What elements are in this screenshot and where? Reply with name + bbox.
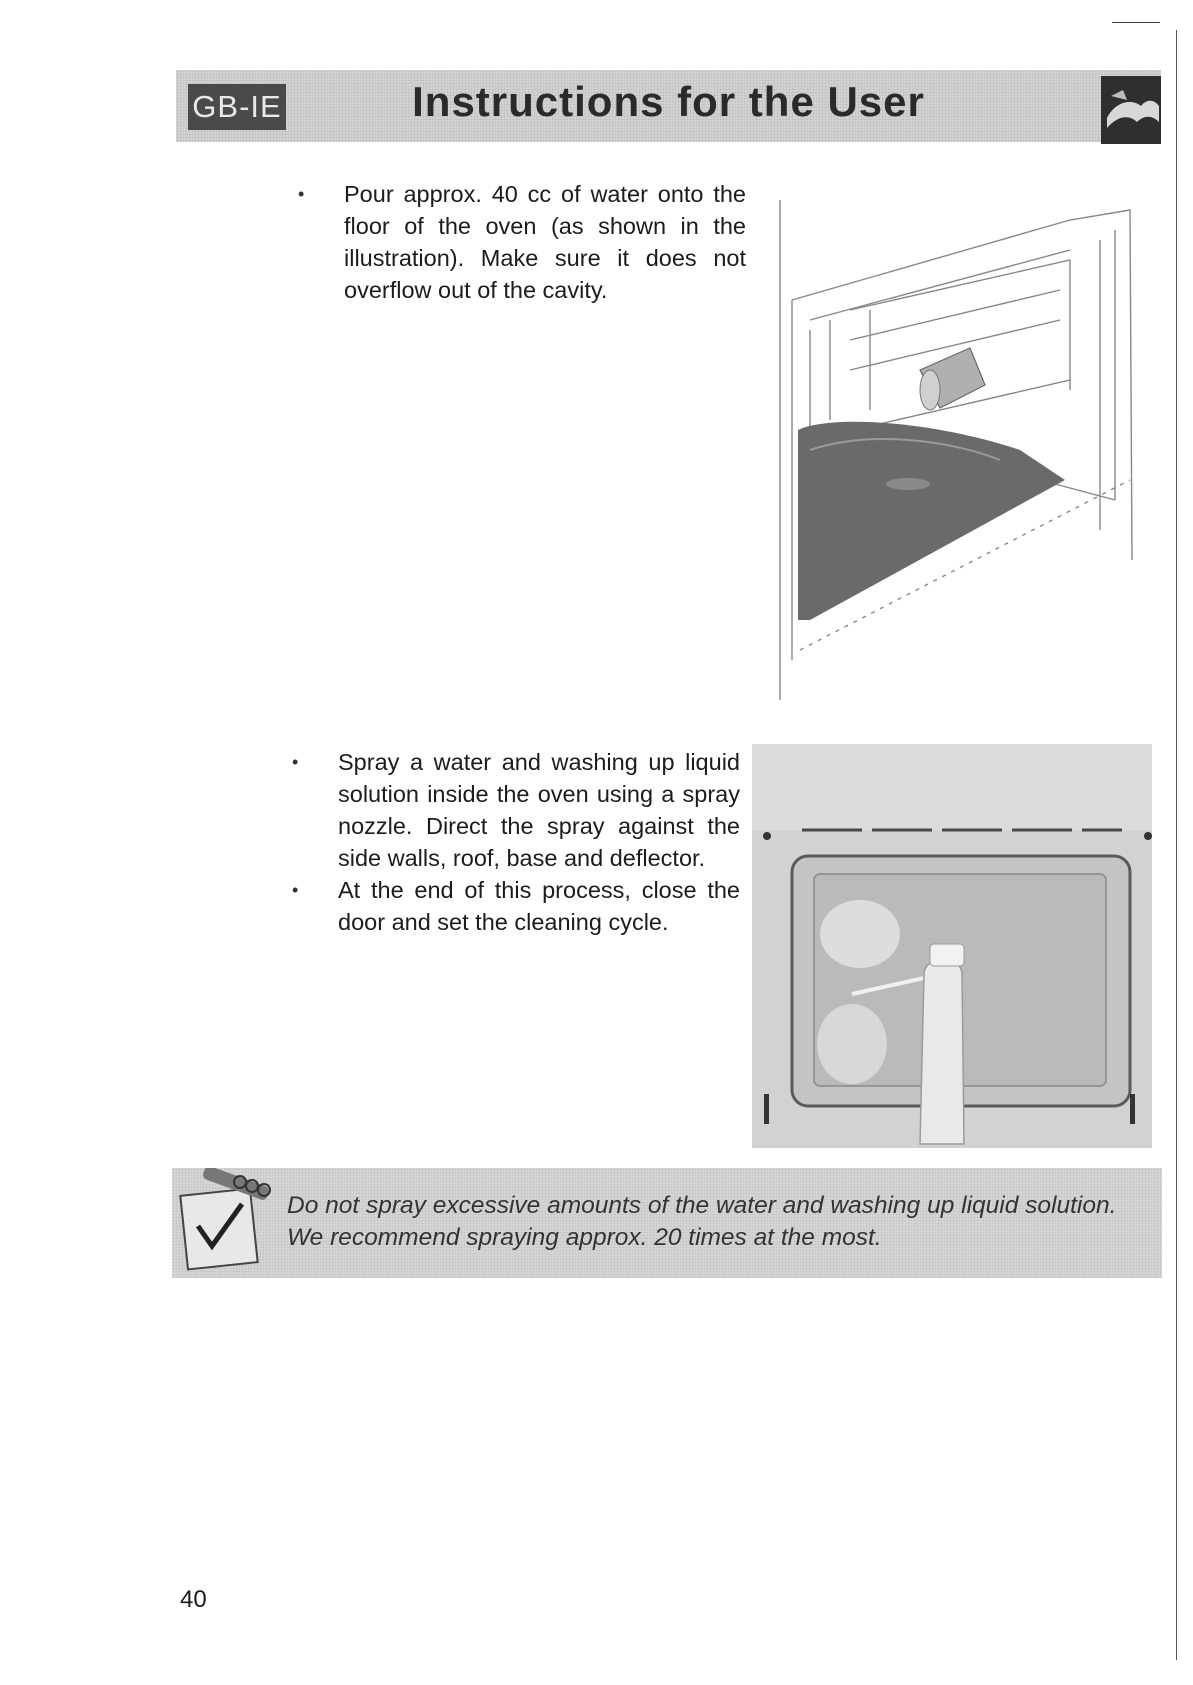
- page-corner-rule: [1112, 22, 1160, 23]
- page-edge-rule: [1176, 30, 1177, 1660]
- note-text: Do not spray excessive amounts of the water and washing up liquid solution. We recommend spraying approx. 20 times at the most.: [287, 1192, 1117, 1251]
- warning-note: [172, 1168, 1162, 1278]
- page-number: 40: [180, 1586, 207, 1613]
- instruction-list-1: [298, 178, 746, 306]
- oven-spray-illustration: [752, 744, 1152, 1148]
- instruction-list-2: [292, 746, 740, 938]
- language-badge: GB-IE: [188, 84, 286, 130]
- instruction-item: • Pour approx. 40 cc of water onto the floor of the oven (as shown in the illustration). Make sure it does not overflow out of the cavity.: [298, 178, 746, 306]
- page-header: [176, 70, 1161, 142]
- note-pencil-icon: [176, 1168, 276, 1273]
- instruction-item: • Spray a water and washing up liquid solution inside the oven using a spray nozzle. Direct the spray against the side walls, roof, base and deflector.: [292, 746, 740, 874]
- page-title: Instructions for the User: [412, 78, 925, 125]
- oven-water-illustration: [770, 180, 1150, 720]
- instruction-item: • At the end of this process, close the door and set the cleaning cycle.: [292, 874, 740, 938]
- logo-icon: [1101, 76, 1161, 144]
